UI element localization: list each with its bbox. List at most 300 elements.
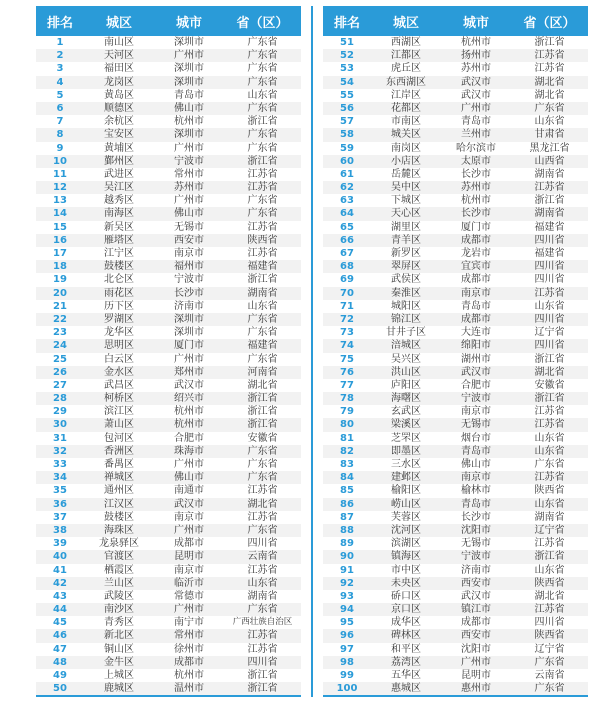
province-cell: 江苏省 xyxy=(534,472,565,484)
rank-cell: 96 xyxy=(340,630,354,642)
province-cell: 江苏省 xyxy=(247,511,278,523)
table-row xyxy=(36,287,301,300)
city-cell: 哈尔滨市 xyxy=(456,142,496,154)
district-cell: 吴兴区 xyxy=(391,353,421,365)
province-cell: 浙江省 xyxy=(534,37,565,48)
district-cell: 沈河区 xyxy=(391,524,421,536)
city-cell: 杭州市 xyxy=(174,419,204,431)
city-cell: 无锡市 xyxy=(461,419,491,431)
province-cell: 浙江省 xyxy=(247,155,278,167)
province-cell: 辽宁省 xyxy=(534,524,565,536)
province-cell: 浙江省 xyxy=(247,419,278,431)
city-cell: 广州市 xyxy=(461,102,491,114)
city-cell: 榆林市 xyxy=(461,485,491,497)
rank-cell: 79 xyxy=(340,406,354,418)
city-cell: 厦门市 xyxy=(174,340,204,352)
city-cell: 广州市 xyxy=(174,604,204,616)
city-cell: 武汉市 xyxy=(461,590,491,602)
rank-cell: 76 xyxy=(340,366,354,378)
province-cell: 四川省 xyxy=(534,261,565,273)
province-cell: 四川省 xyxy=(534,340,565,352)
table-row xyxy=(323,550,588,563)
district-cell: 鹿城区 xyxy=(104,683,134,695)
province-cell: 广东省 xyxy=(247,129,278,141)
table-row xyxy=(323,102,588,115)
rank-cell: 92 xyxy=(340,577,354,589)
city-cell: 苏州市 xyxy=(174,182,204,194)
city-cell: 南通市 xyxy=(174,485,204,497)
rank-cell: 23 xyxy=(53,327,67,339)
table-header xyxy=(323,6,588,36)
province-cell: 浙江省 xyxy=(247,683,278,695)
table-row xyxy=(323,643,588,656)
rank-cell: 50 xyxy=(53,683,67,695)
rank-cell: 35 xyxy=(53,485,67,497)
district-cell: 青秀区 xyxy=(104,617,134,629)
district-cell: 硚口区 xyxy=(391,590,421,602)
table-row xyxy=(323,445,588,458)
province-cell: 广东省 xyxy=(247,604,278,616)
rank-cell: 42 xyxy=(53,577,67,589)
table-row xyxy=(323,577,588,590)
province-cell: 山东省 xyxy=(534,432,565,444)
district-cell: 小店区 xyxy=(391,155,421,167)
rank-cell: 27 xyxy=(53,379,67,391)
rank-cell: 81 xyxy=(340,432,354,444)
table-row xyxy=(323,142,588,155)
city-cell: 长沙市 xyxy=(174,287,204,299)
province-cell: 广东省 xyxy=(247,208,278,220)
district-cell: 江汉区 xyxy=(104,498,134,510)
city-cell: 苏州市 xyxy=(461,182,491,194)
table-row xyxy=(323,168,588,181)
province-cell: 陕西省 xyxy=(534,630,565,642)
table-row xyxy=(323,603,588,616)
table-row xyxy=(323,366,588,379)
district-cell: 南岗区 xyxy=(391,142,421,154)
rank-cell: 87 xyxy=(340,511,354,523)
province-cell: 浙江省 xyxy=(247,393,278,405)
city-cell: 沈阳市 xyxy=(461,643,491,655)
city-cell: 济南市 xyxy=(174,300,204,312)
rank-cell: 72 xyxy=(340,313,354,325)
table-row xyxy=(36,353,301,366)
city-cell: 南宁市 xyxy=(174,617,204,629)
rank-cell: 55 xyxy=(340,89,354,101)
table-row xyxy=(323,273,588,286)
province-cell: 山东省 xyxy=(247,89,278,101)
province-cell: 湖北省 xyxy=(534,590,565,602)
district-cell: 栖霞区 xyxy=(104,564,134,576)
city-cell: 兰州市 xyxy=(461,129,491,141)
province-cell: 浙江省 xyxy=(534,353,565,365)
district-cell: 秦淮区 xyxy=(391,287,421,299)
province-cell: 广东省 xyxy=(247,76,278,88)
rank-cell: 58 xyxy=(340,129,354,141)
rank-cell: 95 xyxy=(340,617,354,629)
city-cell: 长沙市 xyxy=(461,168,491,180)
district-cell: 三水区 xyxy=(391,459,421,470)
rank-cell: 98 xyxy=(340,656,354,668)
rank-cell: 97 xyxy=(340,643,354,655)
province-cell: 福建省 xyxy=(534,221,565,233)
table-row xyxy=(36,550,301,563)
table-row xyxy=(36,207,301,220)
rank-cell: 2 xyxy=(56,50,64,62)
city-cell: 广州市 xyxy=(174,142,204,154)
city-cell: 广州市 xyxy=(174,50,204,62)
table-row xyxy=(323,392,588,405)
header-rank: 排名 xyxy=(333,15,360,31)
table-row xyxy=(323,524,588,537)
city-cell: 惠州市 xyxy=(461,683,491,695)
rank-cell: 17 xyxy=(53,248,67,259)
province-cell: 湖南省 xyxy=(534,208,565,220)
rank-cell: 40 xyxy=(53,551,67,563)
province-cell: 广东省 xyxy=(247,472,278,484)
rank-cell: 39 xyxy=(53,538,67,550)
district-cell: 南海区 xyxy=(104,208,134,220)
province-cell: 湖北省 xyxy=(247,498,278,510)
rank-cell: 51 xyxy=(340,37,354,48)
table-row xyxy=(323,194,588,207)
city-cell: 苏州市 xyxy=(461,63,491,75)
ranking-table xyxy=(36,6,588,697)
rank-cell: 69 xyxy=(340,274,354,286)
province-cell: 辽宁省 xyxy=(534,327,565,339)
table-row xyxy=(36,300,301,313)
city-cell: 广州市 xyxy=(174,195,204,207)
city-cell: 西安市 xyxy=(461,630,491,642)
city-cell: 武汉市 xyxy=(461,89,491,101)
city-cell: 成都市 xyxy=(174,538,204,550)
rank-cell: 12 xyxy=(53,182,67,194)
rank-cell: 77 xyxy=(340,379,354,391)
district-cell: 庐阳区 xyxy=(391,379,421,391)
province-cell: 云南省 xyxy=(247,551,278,563)
table-row xyxy=(36,247,301,260)
rank-cell: 3 xyxy=(56,63,64,75)
rank-cell: 1 xyxy=(56,37,64,48)
district-cell: 滨江区 xyxy=(104,406,134,418)
district-cell: 黄埔区 xyxy=(104,142,134,154)
table-row xyxy=(36,49,301,62)
city-cell: 长沙市 xyxy=(461,208,491,220)
table-row xyxy=(36,471,301,484)
province-cell: 浙江省 xyxy=(534,551,565,563)
province-cell: 广东省 xyxy=(534,102,565,114)
city-cell: 大连市 xyxy=(461,327,491,339)
table-row xyxy=(323,682,588,695)
province-cell: 浙江省 xyxy=(247,406,278,418)
province-cell: 广东省 xyxy=(247,142,278,154)
table-row xyxy=(323,458,588,471)
table-row xyxy=(323,669,588,682)
city-cell: 成都市 xyxy=(461,313,491,325)
table-row xyxy=(36,234,301,247)
province-cell: 江苏省 xyxy=(534,182,565,194)
district-cell: 海曙区 xyxy=(391,393,421,405)
province-cell: 广东省 xyxy=(247,445,278,457)
province-cell: 广东省 xyxy=(247,313,278,325)
rank-cell: 94 xyxy=(340,604,354,616)
district-cell: 福田区 xyxy=(104,63,134,75)
district-cell: 龙泉驿区 xyxy=(99,538,139,550)
table-row xyxy=(36,511,301,524)
table-row xyxy=(323,247,588,260)
table-row xyxy=(36,313,301,326)
province-cell: 江苏省 xyxy=(534,63,565,75)
city-cell: 武汉市 xyxy=(174,498,204,510)
table-row xyxy=(323,128,588,141)
header-city: 城市 xyxy=(462,15,489,31)
province-cell: 山东省 xyxy=(534,116,565,128)
province-cell: 湖南省 xyxy=(534,168,565,180)
rank-cell: 7 xyxy=(56,116,64,128)
province-cell: 江苏省 xyxy=(247,248,278,259)
city-cell: 武汉市 xyxy=(461,76,491,88)
rank-cell: 10 xyxy=(53,155,67,167)
table-row xyxy=(36,168,301,181)
province-cell: 江苏省 xyxy=(247,643,278,655)
district-cell: 涪城区 xyxy=(391,340,421,352)
province-cell: 江苏省 xyxy=(247,221,278,233)
table-row xyxy=(323,234,588,247)
province-cell: 安徽省 xyxy=(534,379,565,391)
province-cell: 广东省 xyxy=(247,63,278,75)
table-row xyxy=(323,287,588,300)
rank-cell: 11 xyxy=(53,168,67,180)
district-cell: 北仑区 xyxy=(104,274,134,286)
city-cell: 深圳市 xyxy=(174,327,204,339)
rank-cell: 48 xyxy=(53,656,67,668)
city-cell: 龙岩市 xyxy=(461,248,491,259)
table-row xyxy=(36,339,301,352)
city-cell: 昆明市 xyxy=(174,551,204,563)
rank-cell: 22 xyxy=(53,313,67,325)
table-row xyxy=(36,366,301,379)
district-cell: 和平区 xyxy=(391,643,421,655)
province-cell: 山东省 xyxy=(247,300,278,312)
province-cell: 广东省 xyxy=(247,102,278,114)
province-cell: 山东省 xyxy=(534,498,565,510)
province-cell: 江苏省 xyxy=(534,538,565,550)
rank-cell: 28 xyxy=(53,393,67,405)
city-cell: 深圳市 xyxy=(174,313,204,325)
header-province: 省（区） xyxy=(523,15,576,31)
province-cell: 广东省 xyxy=(247,459,278,470)
city-cell: 珠海市 xyxy=(174,445,204,457)
table-row xyxy=(323,300,588,313)
rank-cell: 73 xyxy=(340,327,354,339)
district-cell: 即墨区 xyxy=(391,445,421,457)
city-cell: 无锡市 xyxy=(174,221,204,233)
district-cell: 新北区 xyxy=(104,630,134,642)
table-row xyxy=(323,564,588,577)
rank-cell: 90 xyxy=(340,551,354,563)
rank-cell: 66 xyxy=(340,234,354,246)
table-row xyxy=(36,405,301,418)
city-cell: 杭州市 xyxy=(174,116,204,128)
province-cell: 云南省 xyxy=(534,670,565,681)
table-row xyxy=(323,313,588,326)
province-cell: 福建省 xyxy=(247,340,278,352)
city-cell: 徐州市 xyxy=(174,643,204,655)
city-cell: 广州市 xyxy=(174,459,204,470)
table-row xyxy=(36,484,301,497)
district-cell: 崂山区 xyxy=(391,498,421,510)
province-cell: 湖北省 xyxy=(247,379,278,391)
rank-cell: 25 xyxy=(53,353,67,365)
district-cell: 海珠区 xyxy=(104,524,134,536)
rank-cell: 65 xyxy=(340,221,354,233)
header-district: 城区 xyxy=(392,15,419,31)
table-row xyxy=(36,643,301,656)
city-cell: 南京市 xyxy=(174,511,204,523)
province-cell: 福建省 xyxy=(247,261,278,273)
district-cell: 东西湖区 xyxy=(386,76,426,88)
rank-cell: 5 xyxy=(56,89,64,101)
province-cell: 湖南省 xyxy=(247,590,278,602)
city-cell: 无锡市 xyxy=(461,538,491,550)
district-cell: 香洲区 xyxy=(104,445,134,457)
province-cell: 湖南省 xyxy=(534,511,565,523)
table-row xyxy=(36,498,301,511)
province-cell: 山东省 xyxy=(247,577,278,589)
province-cell: 陕西省 xyxy=(534,577,565,589)
province-cell: 广东省 xyxy=(247,327,278,339)
district-cell: 黄岛区 xyxy=(104,89,134,101)
rank-cell: 32 xyxy=(53,445,67,457)
province-cell: 浙江省 xyxy=(534,195,565,207)
table-row xyxy=(323,181,588,194)
city-cell: 成都市 xyxy=(461,617,491,629)
rank-cell: 46 xyxy=(53,630,67,642)
table-row xyxy=(323,89,588,102)
district-cell: 翠屏区 xyxy=(391,261,421,273)
rank-cell: 13 xyxy=(53,195,67,207)
province-cell: 江苏省 xyxy=(247,630,278,642)
province-cell: 湖北省 xyxy=(534,366,565,378)
district-cell: 通州区 xyxy=(104,485,134,497)
table-row xyxy=(36,102,301,115)
rank-cell: 100 xyxy=(336,683,358,695)
district-cell: 余杭区 xyxy=(104,116,134,128)
column-divider xyxy=(311,6,313,697)
table-row xyxy=(36,432,301,445)
table-body-right xyxy=(323,36,588,697)
rank-cell: 64 xyxy=(340,208,354,220)
table-row xyxy=(323,629,588,642)
district-cell: 龙华区 xyxy=(104,327,134,339)
city-cell: 武汉市 xyxy=(461,366,491,378)
table-row xyxy=(323,36,588,49)
city-cell: 湖州市 xyxy=(461,353,491,365)
province-cell: 江苏省 xyxy=(534,604,565,616)
province-cell: 四川省 xyxy=(534,234,565,246)
rank-cell: 15 xyxy=(53,221,67,233)
rank-cell: 70 xyxy=(340,287,354,299)
district-cell: 镇海区 xyxy=(391,551,421,563)
city-cell: 宁波市 xyxy=(461,393,491,405)
province-cell: 江苏省 xyxy=(247,182,278,194)
province-cell: 四川省 xyxy=(534,313,565,325)
table-row xyxy=(323,537,588,550)
province-cell: 广东省 xyxy=(247,37,278,48)
district-cell: 江岸区 xyxy=(391,89,421,101)
city-cell: 成都市 xyxy=(174,656,204,668)
city-cell: 宜宾市 xyxy=(461,261,491,273)
city-cell: 昆明市 xyxy=(461,670,491,681)
rank-cell: 86 xyxy=(340,498,354,510)
table-row xyxy=(36,115,301,128)
city-cell: 温州市 xyxy=(174,683,204,695)
province-cell: 湖北省 xyxy=(534,89,565,101)
city-cell: 南京市 xyxy=(174,564,204,576)
city-cell: 广州市 xyxy=(461,656,491,668)
province-cell: 浙江省 xyxy=(534,393,565,405)
rank-cell: 63 xyxy=(340,195,354,207)
table-row xyxy=(36,445,301,458)
province-cell: 浙江省 xyxy=(247,274,278,286)
district-cell: 梁溪区 xyxy=(391,419,421,431)
district-cell: 罗湖区 xyxy=(104,313,134,325)
table-row xyxy=(323,379,588,392)
district-cell: 洪山区 xyxy=(391,366,421,378)
district-cell: 城关区 xyxy=(391,129,421,141)
province-cell: 江苏省 xyxy=(534,287,565,299)
city-cell: 合肥市 xyxy=(461,379,491,391)
district-cell: 南山区 xyxy=(104,37,134,48)
province-cell: 辽宁省 xyxy=(534,643,565,655)
rank-cell: 16 xyxy=(53,234,67,246)
district-cell: 武进区 xyxy=(104,168,134,180)
district-cell: 城阳区 xyxy=(391,300,421,312)
city-cell: 杭州市 xyxy=(461,37,491,48)
rank-cell: 54 xyxy=(340,76,354,88)
table-row xyxy=(323,326,588,339)
table-row xyxy=(323,511,588,524)
district-cell: 柯桥区 xyxy=(104,393,134,405)
rank-cell: 34 xyxy=(53,472,67,484)
rank-cell: 68 xyxy=(340,261,354,273)
table-row xyxy=(323,155,588,168)
district-cell: 市南区 xyxy=(391,116,421,128)
city-cell: 佛山市 xyxy=(174,102,204,114)
table-row xyxy=(36,392,301,405)
district-cell: 上城区 xyxy=(104,670,134,681)
city-cell: 绵阳市 xyxy=(461,340,491,352)
rank-cell: 31 xyxy=(53,432,67,444)
table-row xyxy=(36,194,301,207)
table-row xyxy=(36,590,301,603)
rank-cell: 8 xyxy=(56,129,64,141)
province-cell: 湖北省 xyxy=(534,76,565,88)
province-cell: 浙江省 xyxy=(247,670,278,681)
rank-cell: 37 xyxy=(53,511,67,523)
city-cell: 成都市 xyxy=(461,234,491,246)
city-cell: 扬州市 xyxy=(461,50,491,62)
district-cell: 花都区 xyxy=(391,102,421,114)
rank-cell: 47 xyxy=(53,643,67,655)
city-cell: 合肥市 xyxy=(174,432,204,444)
city-cell: 杭州市 xyxy=(174,406,204,418)
rank-cell: 4 xyxy=(56,76,64,88)
city-cell: 常州市 xyxy=(174,630,204,642)
city-cell: 宁波市 xyxy=(174,155,204,167)
table-row xyxy=(36,629,301,642)
city-cell: 临沂市 xyxy=(174,577,204,589)
